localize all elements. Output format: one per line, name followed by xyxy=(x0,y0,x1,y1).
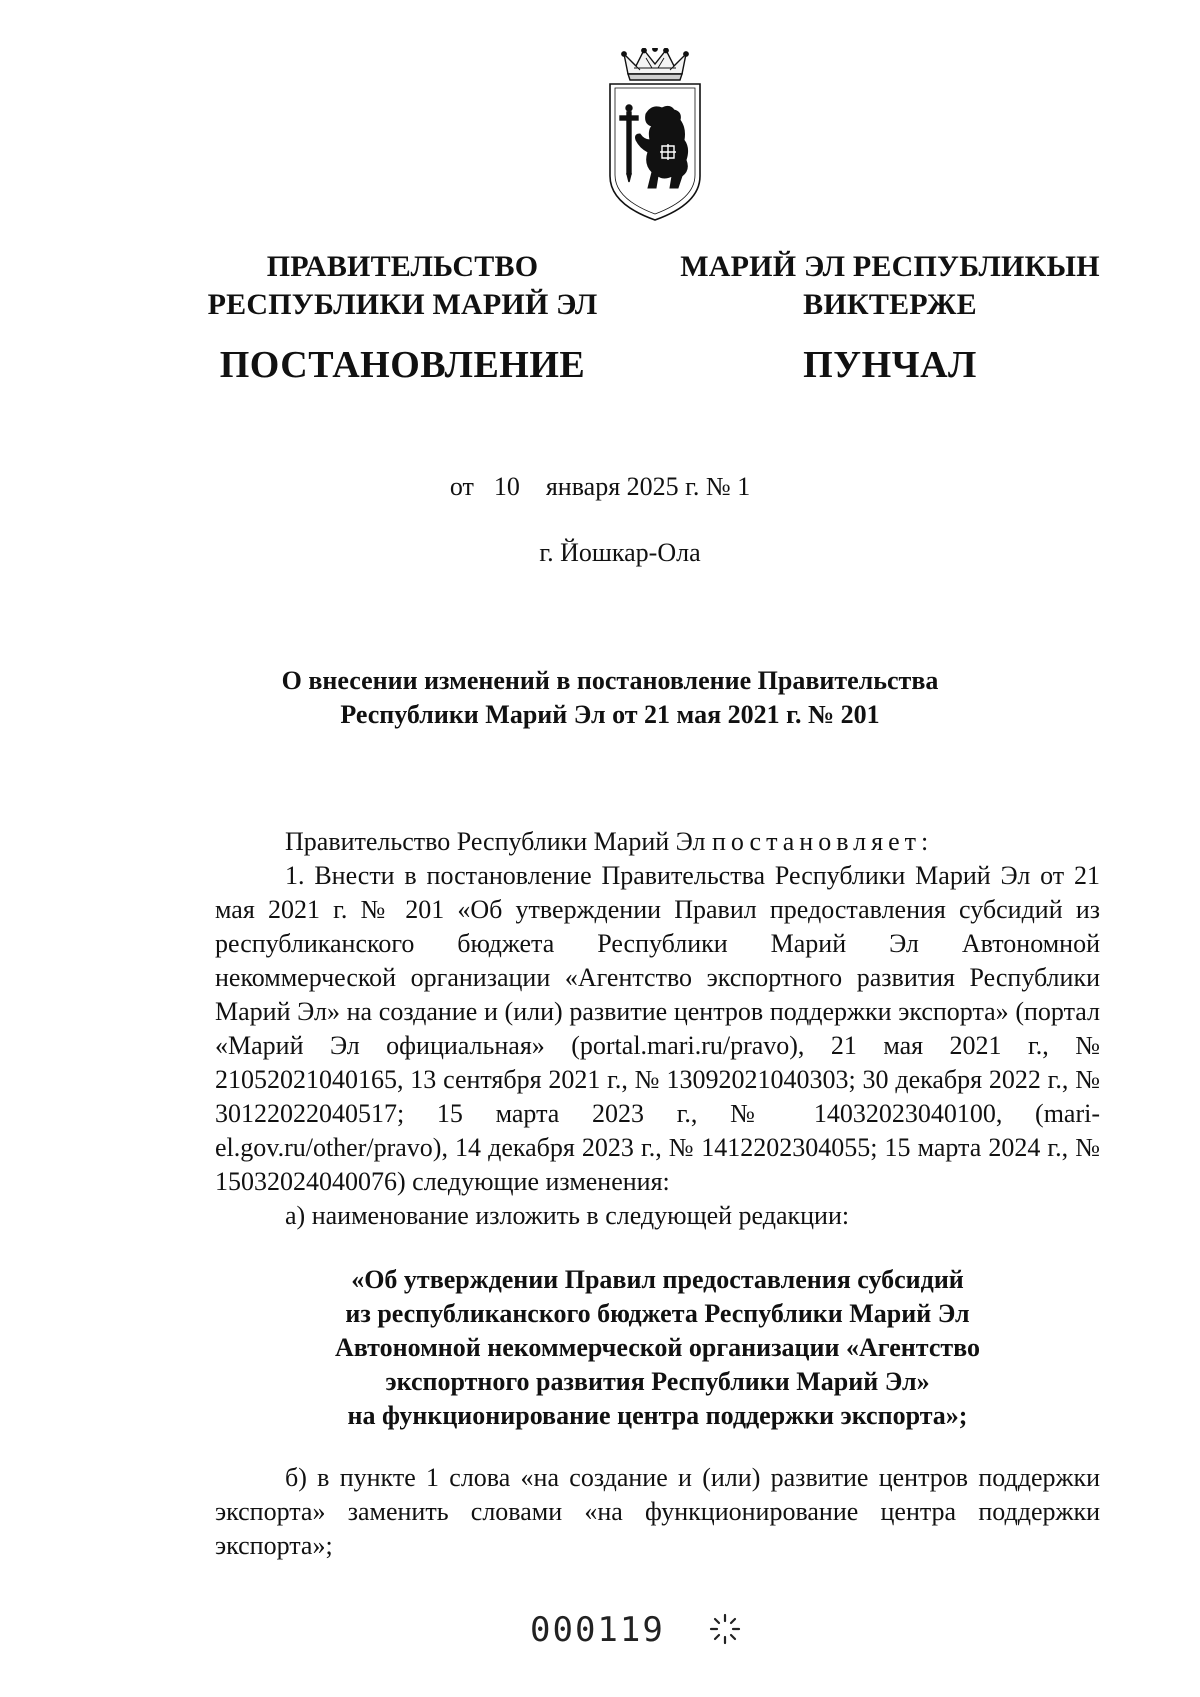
coat-of-arms-icon xyxy=(600,48,710,228)
preamble-start: Правительство Республики Марий Эл xyxy=(285,827,706,856)
org-name-ru-line1: ПРАВИТЕЛЬСТВО xyxy=(266,250,539,283)
header-left xyxy=(205,248,600,388)
asterisk-mark-icon xyxy=(708,1612,742,1646)
quote-line: «Об утверждении Правил предоставления субсидий xyxy=(351,1265,964,1294)
preamble-verb: постановляет: xyxy=(711,827,934,856)
preamble xyxy=(215,825,1100,859)
serial-number: 000119 xyxy=(530,1610,665,1650)
date-rest: января 2025 г. № 1 xyxy=(545,472,751,501)
item-a: а) наименование изложить в следующей редакции: xyxy=(285,1201,850,1230)
doc-type-mari: ПУНЧАЛ xyxy=(803,344,977,386)
document-title xyxy=(230,664,990,732)
date-prefix: от xyxy=(449,472,474,501)
header-right xyxy=(670,248,1110,388)
org-name-mari-line1: МАРИЙ ЭЛ РЕСПУБЛИКЫН xyxy=(680,250,1100,283)
quoted-title xyxy=(215,1263,1100,1433)
org-name-ru-line2: РЕСПУБЛИКИ МАРИЙ ЭЛ xyxy=(207,288,598,321)
title-line: Республики Марий Эл от 21 мая 2021 г. № 201 xyxy=(340,700,880,729)
date-line xyxy=(0,470,1200,504)
quote-line: Автономной некоммерческой организации «Агентство xyxy=(334,1333,980,1362)
document-body xyxy=(215,825,1100,1563)
city: г. Йошкар-Ола xyxy=(539,538,701,567)
item-1: 1. Внести в постановление Правительства Республики Марий Эл от 21 мая 2021 г. № 201 «Об утверждении Правил предоставления субсидий из республиканского бюджета Республики Марий Эл Автономной некоммерческой организации «Агентство экспортного развития Республики Марий Эл» на создание и (или) развитие центров поддержки экспорта» (портал «Марий Эл официальная» (portal.mari.ru/pravo), 21 мая 2021 г., № 21052021040165, 13 сентября 2021 г., № 13092021040303; 30 декабря 2022 г., № 30122022040517; 15 марта 2023 г., № 14032023040100, (mari-el.gov.ru/other/pravo), 14 декабря 2023 г., № 1412202304055; 15 марта 2024 г., № 15032024040076) следующие изменения: xyxy=(215,861,1100,1196)
title-line: О внесении изменений в постановление Правительства xyxy=(281,666,939,695)
doc-type-ru: ПОСТАНОВЛЕНИЕ xyxy=(219,344,586,386)
date-day: 10 xyxy=(493,472,520,501)
quote-line: экспортного развития Республики Марий Эл» xyxy=(385,1367,930,1396)
item-b: б) в пункте 1 слова «на создание и (или) развитие центров поддержки экспорта» заменить словами «на функционирование центра поддержки экспорта»; xyxy=(215,1463,1100,1560)
quote-line: на функционирование центра поддержки экспорта»; xyxy=(347,1401,968,1430)
quote-line: из республиканского бюджета Республики Марий Эл xyxy=(345,1299,970,1328)
org-name-mari-line2: ВИКТЕРЖЕ xyxy=(803,288,977,321)
